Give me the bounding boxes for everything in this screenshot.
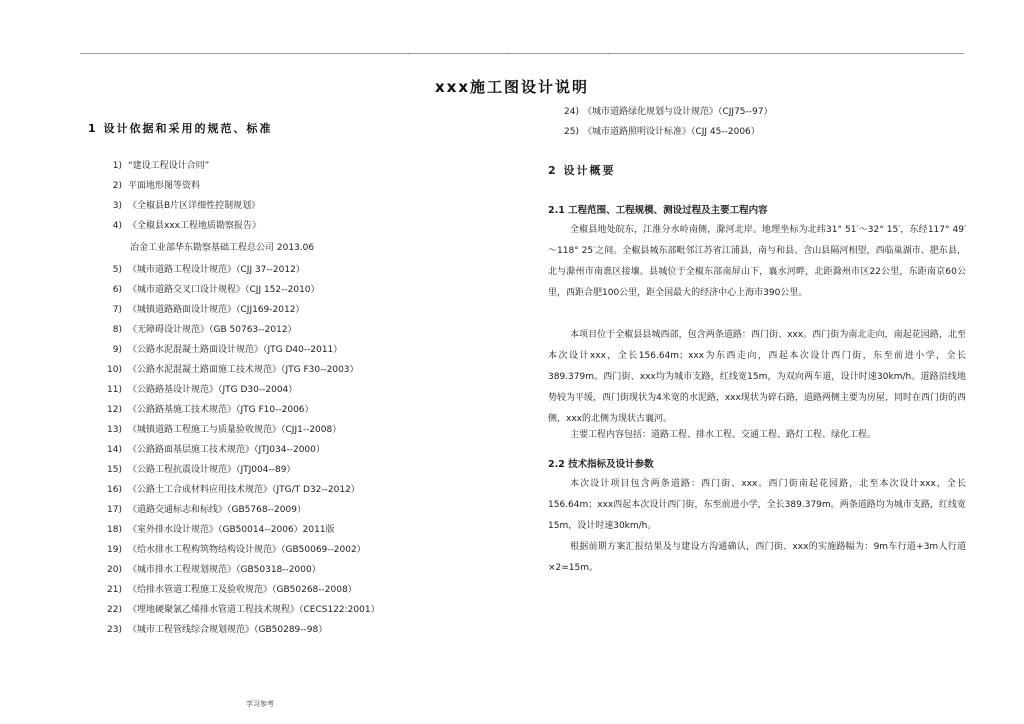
- list-item: 15) 《公路工程抗震设计规范》（JTJ004--89）: [107, 465, 296, 475]
- section-2-1-heading: 2.1 工程范围、工程规模、测设过程及主要工程内容: [548, 205, 768, 216]
- list-item: 4) 《全椒县xxx工程地质勘察报告》: [112, 221, 261, 231]
- road-width-paragraph: 根据前期方案汇报结果及与建设方沟通确认，西门街、xxx的实施路幅为：9m车行道+3m人行道×2=15m。: [548, 542, 966, 573]
- list-item: 18) 《室外排水设计规范》（GB50014--2006）2011版: [107, 525, 335, 535]
- scope-paragraph: 主要工程内容包括：道路工程、排水工程、交通工程、路灯工程、绿化工程。: [570, 430, 877, 440]
- location-paragraph: 全椒县地处皖东，江淮分水岭南侧，滁河北岸。地理坐标为北纬31° 51′～32° 15′，东经117° 49′～118° 25′之间。全椒县城东部毗邻江苏省江浦县，南与和县、含山县隔河相望，西临巢湖市、肥东县，北与滁州市南谯区接壤。县城位于全椒东部南屏山下，襄水河畔，北距滁州市区22公里，东距南京60公里，西距合肥100公里，距全国最大的经济中心上海市390公里。: [548, 225, 966, 298]
- list-item: 2) 平面地形图等资料: [112, 181, 201, 191]
- list-item: 3) 《全椒县B片区详细性控制规划》: [112, 201, 261, 211]
- list-item: 25) 《城市道路照明设计标准》（CJJ 45--2006）: [564, 127, 760, 137]
- list-item: 8) 《无障碍设计规范》（GB 50763--2012）: [112, 325, 297, 335]
- list-item: 21) 《给排水管道工程施工及验收规范》（GB50268--2008）: [107, 585, 357, 595]
- list-item: 7) 《城镇道路路面设计规范》（CJJ169-2012）: [112, 305, 305, 315]
- list-item: 9) 《公路水泥混凝土路面设计规范》（JTG D40--2011）: [112, 345, 343, 355]
- list-item: 5) 《城市道路工程设计规范》（CJJ 37--2012）: [112, 265, 305, 275]
- section-1: [88, 120, 488, 635]
- list-item: 1) “建设工程设计合同”: [112, 161, 210, 171]
- project-paragraph: 本项目位于全椒县县城西部，包含两条道路：西门街、xxx。西门街为南北走向，南起花园路，北至本次设计xxx，全长156.64m；xxx为东西走向，西起本次设计西门街，东至前进小学，全长389.379m。西门街、xxx均为城市支路，红线宽15m，为双向两车道，设计时速30km/h。道路沿线地势较为平缓，西门街现状为4米宽的水泥路，xxx现状为碎石路，道路两侧主要为房屋，同时在西门街的西侧，xxx的北侧为现状古襄河。: [548, 330, 966, 424]
- list-item: 22) 《埋地硬聚氯乙烯排水管道工程技术规程》（CECS122:2001）: [107, 605, 380, 615]
- section-2-heading: 2 设计概要: [548, 164, 616, 177]
- section-2-2-heading: 2.2 技术指标及设计参数: [548, 459, 654, 470]
- list-item: 13) 《城镇道路工程施工与质量验收规范》（CJJ1--2008）: [107, 425, 342, 435]
- header-mark: .: [508, 50, 510, 57]
- header-rule: [80, 53, 964, 54]
- list-item: 11) 《公路路基设计规范》（JTG D30--2004）: [107, 385, 298, 395]
- list-item: 24) 《城市道路绿化规划与设计规范》（CJJ75--97）: [564, 107, 773, 117]
- list-item: 6) 《城市道路交叉口设计规程》（CJJ 152--2010）: [112, 285, 320, 295]
- header-mark: .: [608, 50, 610, 57]
- list-item: 19) 《给水排水工程构筑物结构设计规范》（GB50069--2002）: [107, 545, 366, 555]
- footer-text: 学习参考: [246, 700, 274, 708]
- list-item: 20) 《城市排水工程规划规范》（GB50318--2000）: [107, 565, 321, 575]
- list-item: 14) 《公路路面基层施工技术规范》（JTJ034--2000）: [107, 445, 325, 455]
- parameters-paragraph: 本次设计项目包含两条道路：西门街、xxx。西门街南起花园路，北至本次设计xxx，全长156.64m；xxx西起本次设计西门街，东至前进小学，全长389.379m。两条道路均为城市支路，红线宽15m，设计时速30km/h。: [548, 479, 966, 531]
- header-mark: .: [408, 50, 410, 57]
- list-item: 10) 《公路水泥混凝土路面施工技术规范》（JTG F30--2003）: [107, 365, 359, 375]
- list-item: 12) 《公路路基施工技术规范》（JTG F10--2006）: [107, 405, 314, 415]
- list-item: 17) 《道路交通标志和标线》（GB5768--2009）: [107, 505, 306, 515]
- section-1-heading: 1 设计依据和采用的规范、标准: [88, 122, 273, 135]
- list-item: 16) 《公路土工合成材料应用技术规范》（JTG/T D32--2012）: [107, 485, 360, 495]
- list-item: 23) 《城市工程管线综合规划规范》（GB50289--98）: [107, 625, 328, 635]
- page-title: xxx施工图设计说明: [434, 78, 590, 96]
- survey-company-line: 冶金工业部华东勘察基础工程总公司 2013.06: [130, 243, 315, 253]
